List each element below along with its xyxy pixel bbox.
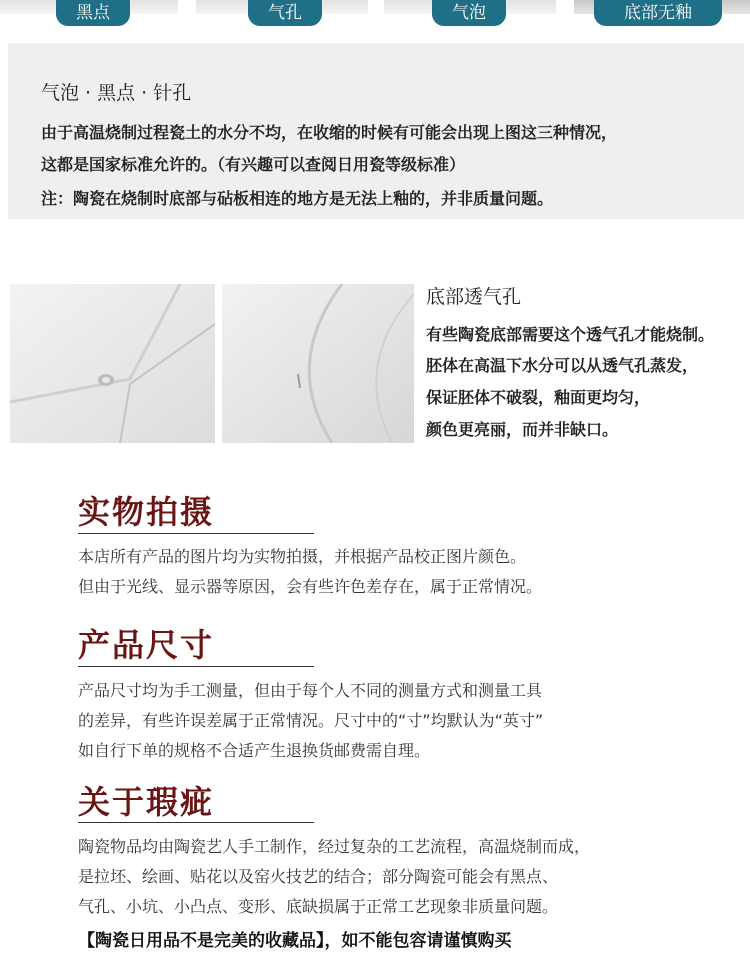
defect-photo-strip <box>0 0 750 28</box>
info-line: 由于高温烧制过程瓷土的水分不均，在收缩的时候有可能会出现上图这三种情况， <box>41 123 618 142</box>
section-heading-product-size: 产品尺寸 <box>78 626 215 664</box>
info-note: 注：陶瓷在烧制时底部与砧板相连的地方是无法上釉的，并非质量问题。 <box>41 189 554 208</box>
section-text-line: 本店所有产品的图片均为实物拍摄，并根据产品校正图片颜色。 <box>78 547 527 566</box>
section-text-line: 的差异，有些许误差属于正常情况。尺寸中的“寸”均默认为“英寸” <box>78 711 544 730</box>
vent-hole-photo-curve <box>222 284 414 443</box>
vent-hole-line: 胚体在高温下水分可以从透气孔蒸发， <box>426 356 699 375</box>
tag-bubble: 气泡 <box>432 0 506 26</box>
section-heading-real-photos: 实物拍摄 <box>78 493 215 531</box>
info-line: 这都是国家标准允许的。（有兴趣可以查阅日用瓷等级标准） <box>41 155 466 174</box>
section-text-line: 是拉坯、绘画、贴花以及窑火技艺的结合；部分陶瓷可能会有黑点、 <box>78 867 559 886</box>
info-title: 气泡 · 黑点 · 针孔 <box>41 82 192 104</box>
section-divider <box>78 822 314 823</box>
tag-pinhole: 气孔 <box>248 0 322 26</box>
section-divider <box>78 666 314 667</box>
vent-hole-line: 保证胚体不破裂，釉面更均匀， <box>426 388 651 407</box>
section-text-line: 如自行下单的规格不合适产生退换货邮费需自理。 <box>78 741 431 760</box>
tag-black-spot: 黑点 <box>56 0 130 26</box>
vent-hole-line: 颜色更亮丽，而并非缺口。 <box>426 420 619 439</box>
vent-hole-photo-corner <box>10 284 215 443</box>
defect-info-box <box>8 43 744 219</box>
tag-unglazed-bottom: 底部无釉 <box>594 0 722 26</box>
purchase-warning-note: 【陶瓷日用品不是完美的收藏品】，如不能包容请谨慎购买 <box>78 931 512 951</box>
section-text-line: 产品尺寸均为手工测量，但由于每个人不同的测量方式和测量工具 <box>78 681 543 700</box>
vent-hole-line: 有些陶瓷底部需要这个透气孔才能烧制。 <box>426 325 715 344</box>
section-heading-flaws: 关于瑕疵 <box>78 783 215 821</box>
section-divider <box>78 533 314 534</box>
section-text-line: 陶瓷物品均由陶瓷艺人手工制作，经过复杂的工艺流程，高温烧制而成， <box>78 837 591 856</box>
section-text-line: 气孔、小坑、小凸点、变形、底缺损属于正常工艺现象非质量问题。 <box>78 897 559 916</box>
section-text-line: 但由于光线、显示器等原因，会有些许色差存在，属于正常情况。 <box>78 577 543 596</box>
vent-hole-title: 底部透气孔 <box>426 286 522 308</box>
